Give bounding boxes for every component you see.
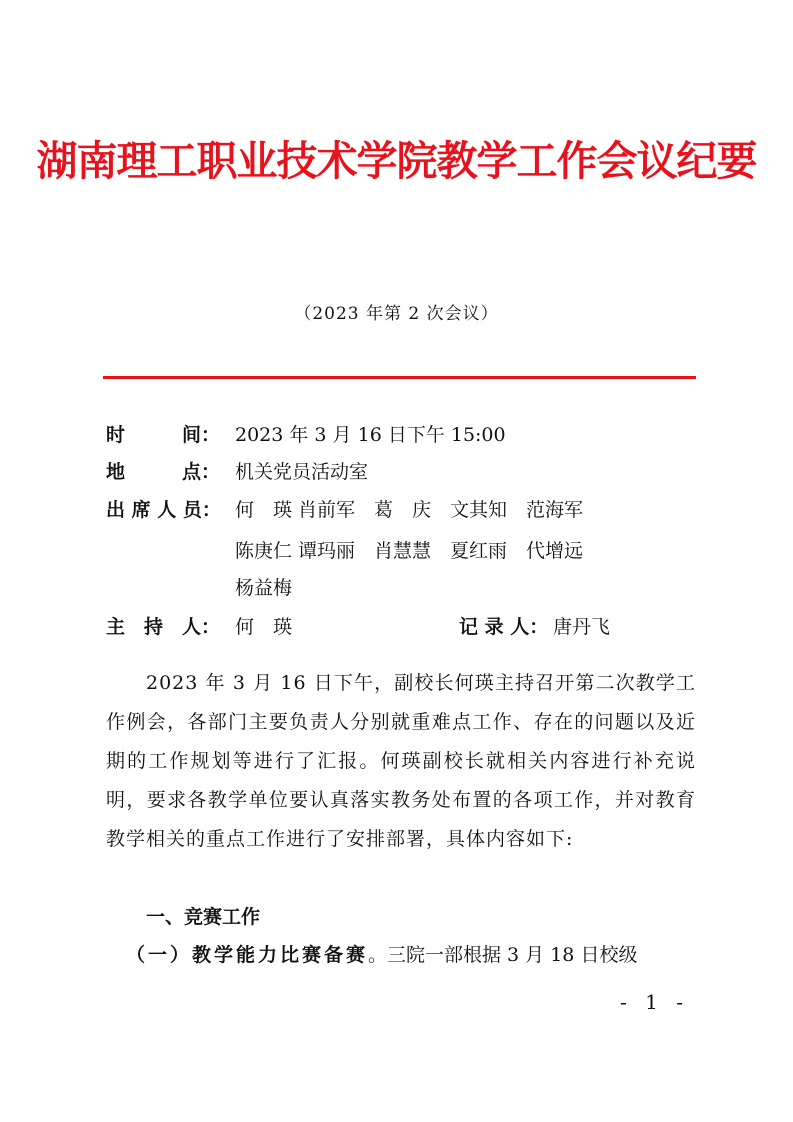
attendees-label: 出 席 人 员： [106,499,221,521]
time-value: 2023 年 3 月 16 日下午 15:00 [235,424,506,446]
recorder-value: 唐丹飞 [553,616,611,638]
subsection-text: 。三院一部根据 3 月 18 日校级 [368,944,638,966]
red-divider [103,376,696,379]
host-value: 何 瑛 [235,616,293,638]
recorder-label: 记 录 人： [459,616,549,638]
place-label: 地 点： [106,461,221,483]
host-label: 主 持 人： [106,616,221,638]
section-heading-competition: 一、竞赛工作 [146,906,261,928]
attendees-line-3: 杨益梅 [235,577,293,599]
document-title: 湖南理工职业技术学院教学工作会议纪要 [36,137,757,185]
page-number: - 1 - [620,990,689,1014]
summary-paragraph [106,664,696,859]
attendees-line-1: 何 瑛 肖前军 葛 庆 文其知 范海军 [235,499,584,521]
place-value: 机关党员活动室 [235,461,369,483]
attendees-line-2: 陈庚仁 谭玛丽 肖慧慧 夏红雨 代增远 [235,540,584,562]
summary-text: 2023 年 3 月 16 日下午，副校长何瑛主持召开第二次教学工作例会，各部门主要负责人分别就重难点工作、存在的问题以及近期的工作规划等进行了汇报。何瑛副校长就相关内容进行补充说明，要求各教学单位要认真落实教务处布置的各项工作，并对教育教学相关的重点工作进行了安排部署，具体内容如下: [106,672,696,850]
meeting-number: （2023 年第 2 次会议） [294,304,499,324]
subsection-line [126,940,637,967]
time-label: 时 间： [106,424,221,446]
subsection-heading: （一）教学能力比赛备赛 [126,944,369,966]
